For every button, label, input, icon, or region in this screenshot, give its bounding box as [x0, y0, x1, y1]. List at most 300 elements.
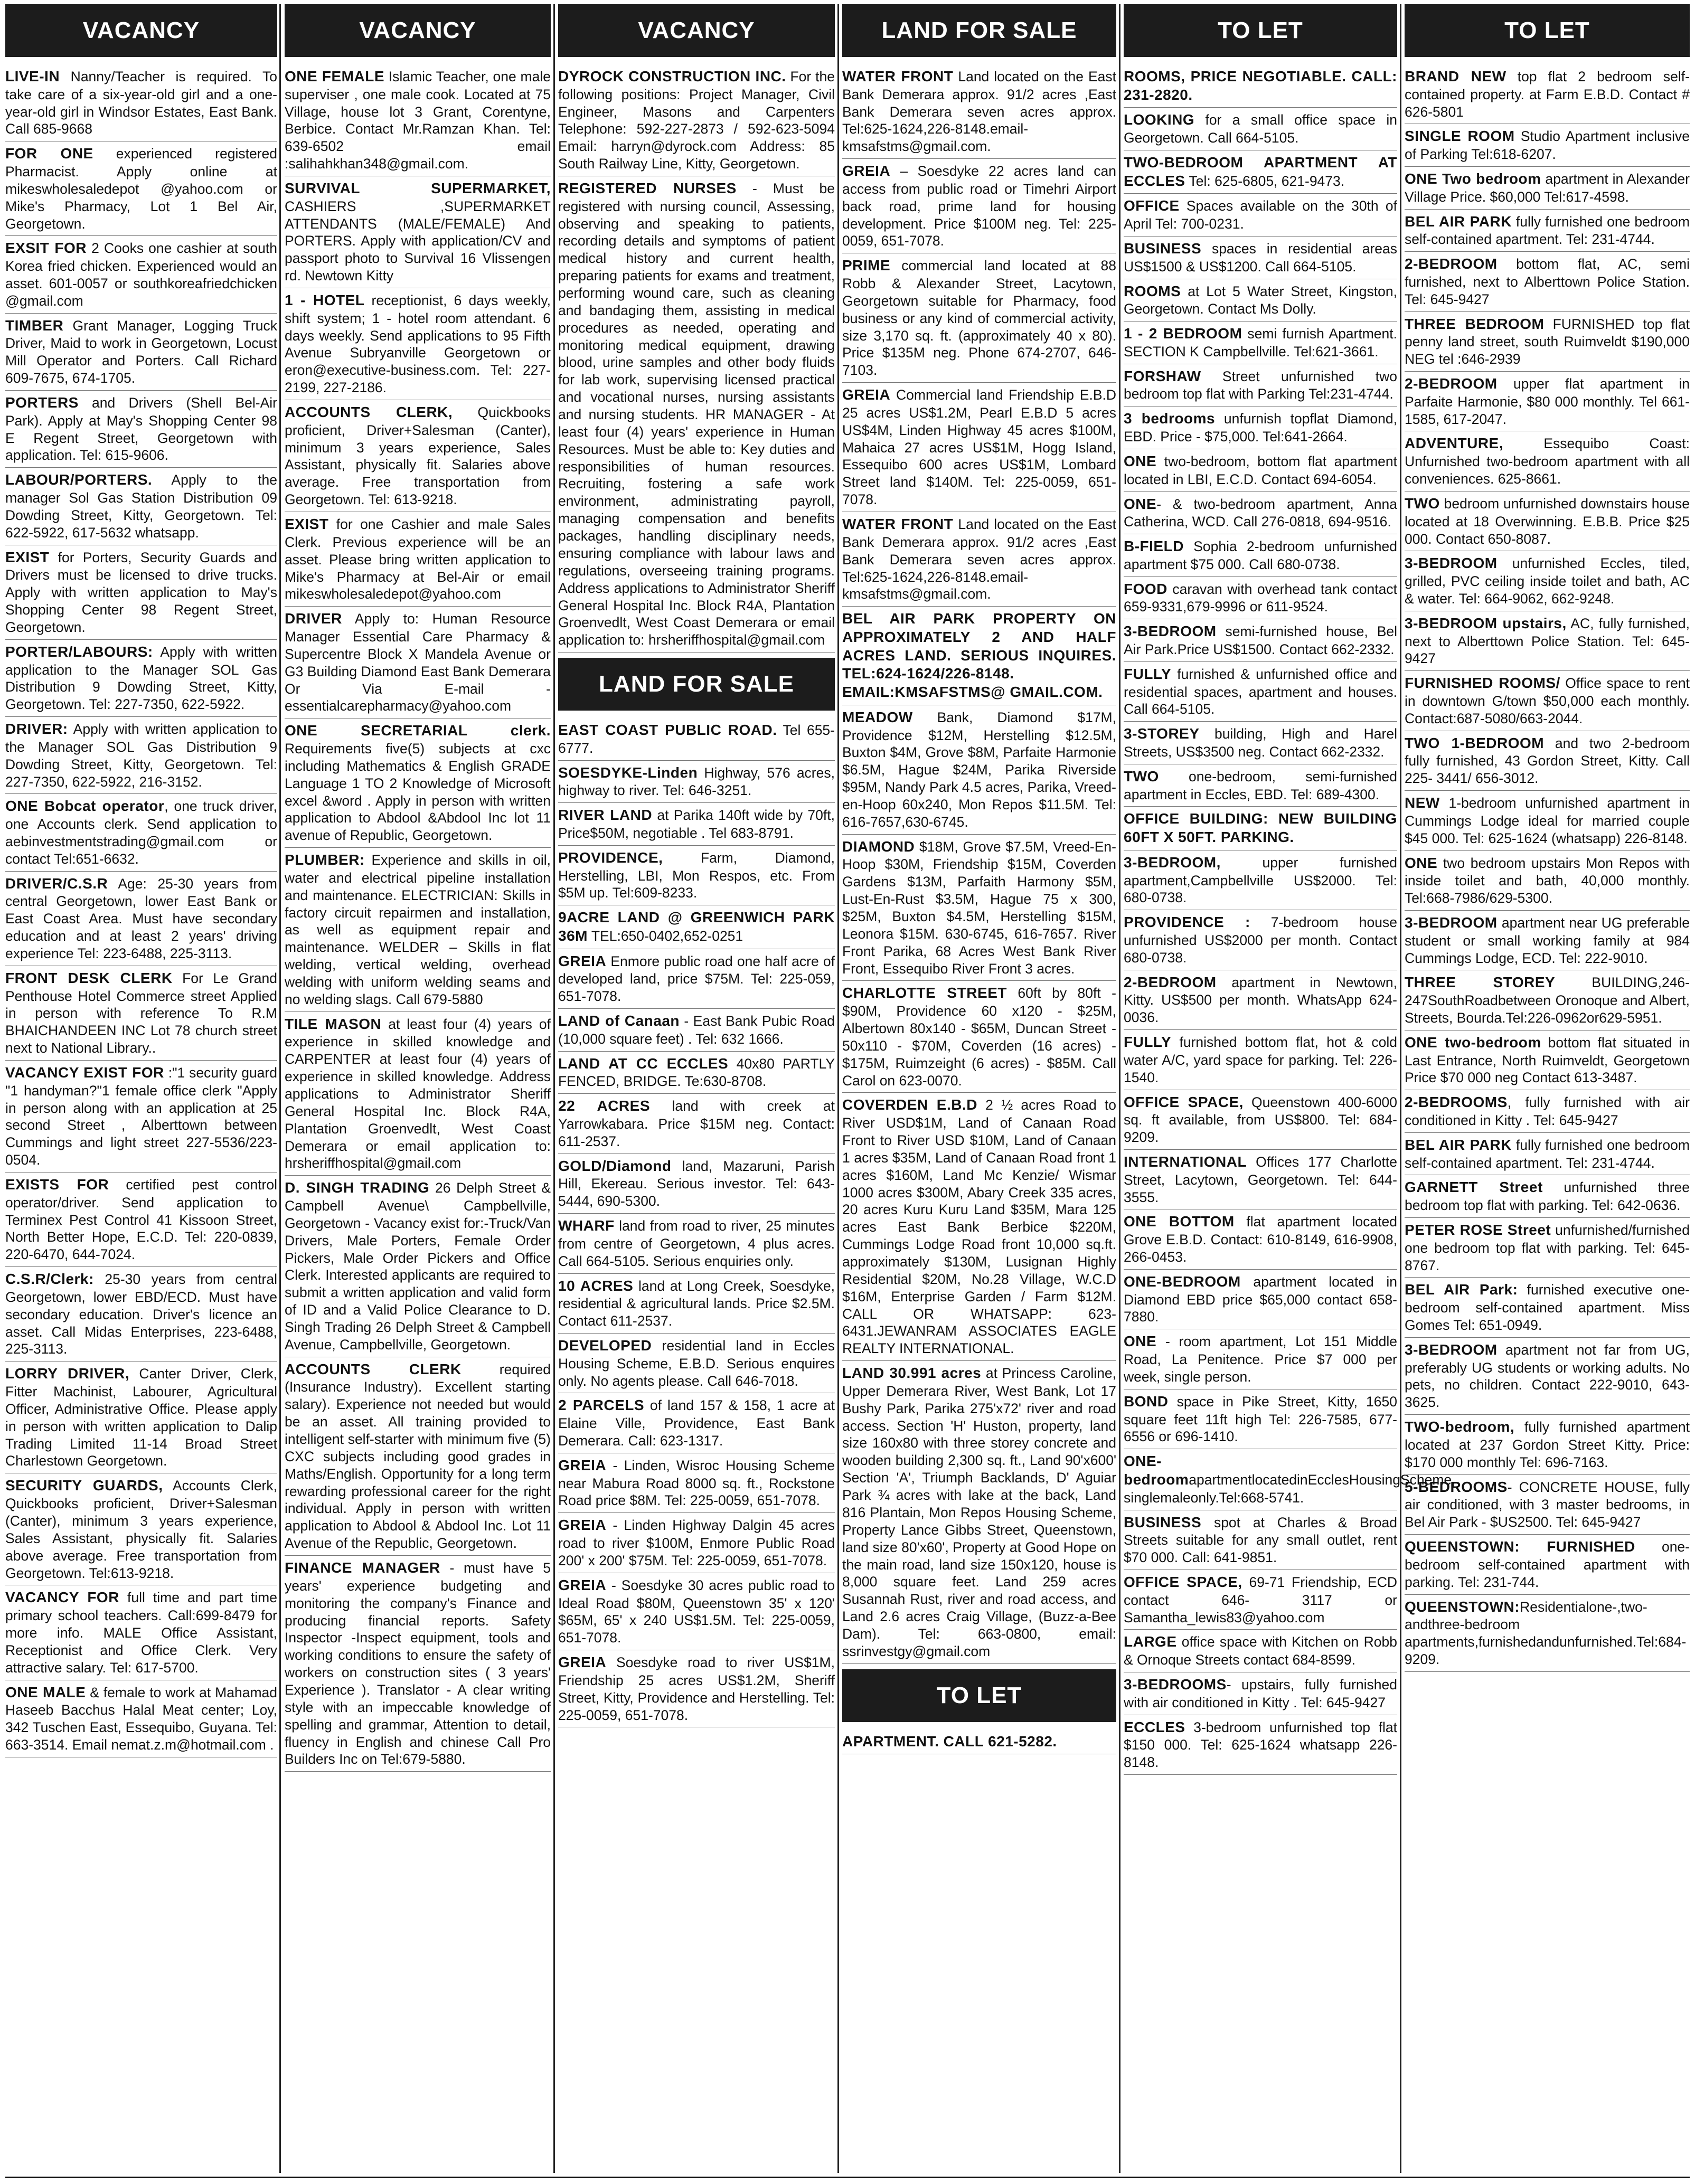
section-heading: TO LET — [1124, 4, 1397, 57]
ad-lead: TIMBER — [5, 317, 64, 334]
classified-ad — [1405, 252, 1690, 311]
classified-ad — [558, 1052, 835, 1094]
ad-lead: NEW — [1405, 795, 1440, 811]
ad-text: Residentialone-,two-andthree-bedroom apartments,furnishedandunfurnished.Tel:684-9209. — [1405, 1599, 1687, 1667]
ad-text: commercial land located at 88 Robb & Alexander Street, Lacytown, Georgetown suitable for Pharmacy, food business or any kind of commercial activity, size 3,170 sq. ft. (approximately 40 x 80). Price $135M neg. Phone 674-2707, 646-7103. — [842, 258, 1116, 379]
ad-text: - upstairs, fully furnished with air conditioned in Kitty . Tel: 645-9427 — [1124, 1676, 1397, 1710]
column-divider — [837, 4, 839, 2173]
ad-text: land at Long Creek, Soesdyke, residential & agricultural lands. Price $2.5M. Contact 611-2537. — [558, 1278, 835, 1329]
ad-lead: FOOD — [1124, 580, 1167, 597]
classified-ad — [5, 468, 277, 545]
classified-ad — [1405, 1278, 1690, 1337]
classified-ad — [1405, 372, 1690, 431]
ad-text: Quickbooks proficient, Driver+Salesman (Canter), minimum 3 years experience, Sales Assistant, physically fit. Salaries above average. Free transportation from Georgetown. Tel: 613-9218. — [285, 404, 551, 508]
ad-list — [842, 1727, 1116, 1755]
ad-text: furnished executive one-bedroom self-contained apartment. Miss Gomes Tel: 651-0949. — [1405, 1282, 1690, 1334]
ad-lead: ONE — [1405, 854, 1438, 871]
ad-lead: COVERDEN E.B.D — [842, 1096, 977, 1113]
ad-text: :"1 security guard "1 handyman?"1 female office clerk "Apply in person along with an application at 25 second Street , Alberttown between Cummings and light street 227-5536/223-0504. — [5, 1065, 277, 1168]
ad-lead: QUEENSTOWN: — [1405, 1598, 1520, 1615]
ad-lead: TILE MASON — [285, 1015, 382, 1032]
ad-text: BUILDING,246-247SouthRoadbetween Oronoque and Albert, Streets, Bourda.Tel:226-0962or629-5951. — [1405, 975, 1690, 1026]
classified-ad — [1405, 431, 1690, 491]
ad-lead: TWO-BEDROOM APARTMENT AT ECCLES — [1124, 154, 1397, 189]
classified-ad — [285, 1357, 551, 1556]
classified-ad — [1124, 764, 1397, 807]
ad-lead: 9ACRE LAND @ GREENWICH PARK 36M — [558, 909, 835, 944]
section-heading: TO LET — [842, 1669, 1116, 1722]
ad-lead: GREIA — [842, 386, 891, 403]
ad-lead: 2-BEDROOMS — [1405, 1094, 1508, 1111]
ad-text: FURNISHED top flat penny land street, south Ruimveldt $190,000 NEG tel :646-2939 — [1405, 316, 1690, 367]
ad-text: , fully furnished with air conditioned in Kitty . Tel: 645-9427 — [1405, 1094, 1690, 1129]
ad-lead: WATER FRONT — [842, 68, 954, 84]
classified-ad — [1405, 1133, 1690, 1176]
classified-ad — [285, 512, 551, 607]
ad-lead: FOR ONE — [5, 145, 93, 162]
classified-ad — [5, 1173, 277, 1267]
ad-text: Tel: 625-6805, 621-9473. — [1185, 173, 1345, 189]
ad-text: Apply with written application to the Manager SOL Gas Distribution 9 Dowding Street, Kitty, Georgetown. Tel: 227-7350, 622-5922, 216-3152. — [5, 721, 277, 790]
classified-ad — [558, 949, 835, 1009]
classified-ad — [842, 253, 1116, 383]
classified-ad — [1124, 910, 1397, 970]
ad-lead: GARNETT Street — [1405, 1179, 1543, 1196]
classified-ad — [1405, 970, 1690, 1030]
ad-lead: ONE FEMALE — [285, 68, 384, 84]
ad-list — [1405, 62, 1690, 1672]
ad-lead: LARGE — [1124, 1633, 1177, 1650]
ad-text: two-bedroom, bottom flat apartment located in LBI, E.C.D. Contact 694-6054. — [1124, 453, 1397, 487]
ad-text: space in Pike Street, Kitty, 1650 square feet 11ft high Tel: 226-7585, 677-6556 or 696-1410. — [1124, 1393, 1397, 1445]
classified-ad — [1124, 322, 1397, 364]
classified-ad — [1124, 850, 1397, 910]
classified-ad — [1124, 1090, 1397, 1150]
classified-ad — [5, 1362, 277, 1473]
classified-ad — [558, 716, 835, 761]
classified-ad — [1405, 167, 1690, 210]
ad-lead: DYROCK CONSTRUCTION INC. — [558, 68, 786, 84]
classified-ad — [842, 1093, 1116, 1361]
ad-lead: D. SINGH TRADING — [285, 1179, 430, 1196]
ad-lead: 2-BEDROOM — [1405, 256, 1498, 272]
ad-text: residential land in Eccles Housing Scheme, E.B.D. Serious enquires only. No agents please. Call 646-7018. — [558, 1338, 835, 1389]
ad-lead: GREIA — [558, 1576, 607, 1593]
classified-ad — [1124, 406, 1397, 449]
classified-ad — [5, 640, 277, 717]
classified-ad — [558, 1650, 835, 1727]
ad-lead: 3-BEDROOM — [1124, 623, 1217, 640]
classified-ad — [5, 872, 277, 966]
ad-text: Land located on the East Bank Demerara approx. 91/2 acres ,East Bank Demerara seven acres approx. Tel:625-1624,226-8148.email-kmsafstms@gmail.com. — [842, 516, 1117, 602]
ad-text: unfurnished Eccles, tiled, grilled, PVC ceiling inside toilet and bath, AC & water. Tel: 664-9062, 662-9248. — [1405, 555, 1690, 607]
ad-text: spaces in residential areas US$1500 & US$1200. Call 664-5105. — [1124, 241, 1397, 275]
column-divider — [1400, 4, 1401, 2173]
ad-text: For Le Grand Penthouse Hotel Commerce street Applied in person with reference To R.M BHAICHANDEEN INC Lot 78 church street next to National Library.. — [5, 970, 277, 1056]
ad-text: Accounts Clerk, Quickbooks proficient, Driver+Salesman (Canter), minimum 3 years experience, Sales Assistant, physically fit. Salaries above average. Free transportation from Georgetown. Tel:613-9218. — [5, 1478, 277, 1581]
classified-ad — [1405, 1595, 1690, 1672]
classified-ad — [1124, 1150, 1397, 1209]
classified-ad — [1124, 1449, 1456, 1510]
ad-lead: ADVENTURE, — [1405, 435, 1504, 452]
ad-lead: PLUMBER: — [285, 852, 365, 868]
ad-lead: FRONT DESK CLERK — [5, 969, 173, 986]
ad-lead: APARTMENT. CALL 621-5282. — [842, 1733, 1057, 1750]
ad-lead: GREIA — [558, 1517, 607, 1534]
classified-ad — [5, 794, 277, 871]
ad-text: - room apartment, Lot 151 Middle Road, La Penitence. Price $7 000 per week, single person. — [1124, 1334, 1397, 1385]
ad-list — [285, 62, 551, 1772]
classified-ad — [1124, 279, 1397, 322]
ad-lead: BEL AIR PARK — [1405, 213, 1512, 230]
classified-ad — [1124, 1630, 1397, 1672]
classified-ad — [1124, 1672, 1397, 1715]
ad-text: caravan with overhead tank contact 659-9331,679-9996 or 611-9524. — [1124, 581, 1397, 615]
ad-text: 3-bedroom unfurnished top flat $150 000. Tel: 625-1624 whatsapp 226-8148. — [1124, 1719, 1397, 1771]
classified-ad — [5, 1680, 277, 1757]
classified-ad — [285, 718, 551, 848]
classified-ad — [5, 1267, 277, 1362]
ad-lead: SECURITY GUARDS, — [5, 1477, 163, 1494]
ad-lead: PROVIDENCE, — [558, 849, 663, 866]
ad-lead: ONE Two bedroom — [1405, 171, 1541, 187]
ad-lead: ONE MALE — [5, 1684, 86, 1700]
ad-text: 2 Cooks one cashier at south Korea fried chicken. Experienced would an asset. 601-0057 or southkoreafriedchicken @gmail.com — [5, 240, 277, 309]
ad-lead: BEL AIR PARK PROPERTY ON APPROXIMATELY 2 AND HALF ACRES LAND. SERIOUS INQUIRES. TEL:624-1624/226-8148. EMAIL:KMSAFSTMS@ GMAIL.COM. — [842, 610, 1116, 701]
classified-ad — [1124, 1329, 1397, 1389]
ad-list — [5, 62, 277, 1757]
classified-ad — [285, 848, 551, 1012]
column-divider — [553, 4, 555, 2173]
classified-ad — [558, 1274, 835, 1334]
classified-ad — [1405, 1338, 1690, 1415]
classified-ad — [1405, 1535, 1690, 1594]
column-1 — [5, 4, 277, 2173]
ad-lead: 3 bedrooms — [1124, 410, 1216, 427]
classified-ad — [1405, 1030, 1690, 1090]
section-heading: VACANCY — [558, 4, 835, 57]
ad-text: Commercial land Friendship E.B.D 25 acres US$1.2M, Pearl E.B.D 5 acres US$4M, Linden Highway 45 acres $100M, Mahaica 27 acres US$1M, Hogg Island, Essequibo 600 acres US$1M, Lombard Street land $140M. Tel: 225-0059, 651-7078. — [842, 387, 1116, 508]
classified-ad — [1405, 312, 1690, 372]
classified-ad — [285, 176, 551, 288]
ad-list — [842, 62, 1116, 1664]
classified-ad — [1405, 551, 1690, 611]
classified-ad — [1124, 1270, 1397, 1329]
classified-ad — [842, 981, 1116, 1093]
ad-text: 69-71 Friendship, ECD contact 646- 3117 or Samantha_lewis83@yahoo.com — [1124, 1574, 1397, 1625]
ad-text: AC, fully furnished, next to Alberttown Police Station. Tel: 645-9427 — [1405, 615, 1690, 667]
classified-ad — [1124, 1715, 1397, 1775]
ad-lead: FURNISHED ROOMS/ — [1405, 675, 1560, 692]
ad-text: flat apartment located Grove E.B.D. Contact: 610-8149, 616-9908, 266-0453. — [1124, 1214, 1397, 1265]
ad-text: fully furnished one bedroom self-contained apartment. Tel: 231-4744. — [1405, 1137, 1690, 1171]
ad-lead: PORTER/LABOURS: — [5, 643, 153, 660]
classified-ad — [285, 400, 551, 512]
ad-lead: VACANCY FOR — [5, 1589, 119, 1606]
classified-page — [5, 4, 1690, 2178]
ad-lead: BRAND NEW — [1405, 68, 1506, 84]
ad-text: required (Insurance Industry). Excellent starting salary). Experience not needed but would be an asset. All training provided to intelligent self-starter with minimum five (5) CXC subjects including good grades in Maths/English. Opportunity for a long term rewarding professional career for the right individual. Apply in person with written application to Abdool & Abdool Inc. Lot 11 Avenue of the Republic, Georgetown. — [285, 1361, 551, 1552]
ad-list — [558, 716, 835, 1727]
ad-lead: SINGLE ROOM — [1405, 128, 1515, 145]
classified-ad — [5, 1585, 277, 1680]
ad-text: Canter Driver, Clerk, Fitter Machinist, Labourer, Agricultural Officer, Administrative Office. Please apply in person with written application to Dalip Trading Limited 11-14 Broad Street Charlestown Georgetown. — [5, 1366, 278, 1469]
ad-text: CASHIERS ,SUPERMARKET ATTENDANTS (MALE/FEMALE) And PORTERS. Apply with application/CV and passport photo to Survival 16 Vlissengen rd. Newtown Kitty — [285, 198, 551, 284]
ad-lead: 10 ACRES — [558, 1277, 634, 1294]
classified-ad — [842, 1361, 1116, 1663]
ad-text: 40x80 PARTLY FENCED, BRIDGE. Te:630-8708. — [558, 1055, 835, 1090]
ad-lead: GREIA — [558, 1654, 607, 1671]
ad-text: apartment located in Diamond EBD price $65,000 contact 658-7880. — [1124, 1273, 1397, 1325]
ad-text: one-bedroom, semi-furnished apartment in Eccles, EBD. Tel: 689-4300. — [1124, 768, 1397, 802]
ad-text: at least four (4) years of experience in skilled knowledge and CARPENTER at least four (4) years of experience in skilled knowledge. Address applications to Administrator Sheriff General Hospital Inc. Block R4A, Plantation Groenvedlt, West Coast Demerara or email application to: hrsheriffhospital@gmail.com — [285, 1016, 551, 1171]
section-heading: LAND FOR SALE — [842, 4, 1116, 57]
classified-ad — [842, 607, 1116, 705]
ad-text: – Soesdyke 22 acres land can access from public road or Timehri Airport back road, prime land for housing development. Price $100M neg. Tel: 225-0059, 651-7078. — [842, 163, 1116, 249]
ad-lead: 22 ACRES — [558, 1098, 650, 1114]
ad-text: - Soesdyke 30 acres public road to Ideal Road $80M, Queenstown 35' x 120' $65M, 65' x 240 US$1.5M. Tel: 225-0059, 651-7078. — [558, 1577, 835, 1646]
ad-text: Islamic Teacher, one male superviser , one male cook. Located at 75 Village, house lot 3 Grant, Corentyne, Berbice. Contact Mr.Ramzan Khan. Tel: 639-6502 email :salihahkhan348@gmail.com. — [285, 69, 551, 172]
classified-ad — [1405, 62, 1690, 124]
ad-text: for one Cashier and male Sales Clerk. Previous experience will be an asset. Please bring written application to Mike's Pharmacy at Bel-Air or email mikeswholesaledepot@yahoo.com — [285, 516, 551, 602]
ad-lead: 2-BEDROOM — [1124, 973, 1217, 990]
ad-text: semi-furnished house, Bel Air Park.Price US$1500. Contact 662-2332. — [1124, 623, 1397, 657]
classified-ad — [558, 1453, 835, 1513]
ad-text: Sophia 2-bedroom unfurnished apartment $75 000. Call 680-0738. — [1124, 538, 1397, 572]
classified-ad — [5, 236, 277, 313]
ad-lead: SURVIVAL SUPERMARKET, — [285, 180, 551, 197]
ad-text: - Linden Highway Dalgin 45 acres road to river $100M, Enmore Public Road 200' x 200' $75M. Tel: 225-0059, 651-7078. — [558, 1517, 835, 1568]
classified-ad — [1405, 791, 1690, 850]
classified-ad — [1405, 491, 1690, 551]
column-6 — [1405, 4, 1690, 2173]
ad-lead: ONE — [1124, 495, 1157, 512]
classified-ad — [1405, 1415, 1690, 1474]
ad-text: - Must be registered with nursing council, Assessing, observing and speaking to patients, recording details and symptoms of patient medical history and current health, preparing patients for exams and treatment, performing wound care, such as cleaning and bandaging them, assisting in medical procedures as needed, operating and monitoring medical equipment, drawing blood, urine samples and other body fluids for lab work, supervising licensed practical and vocational nurses, nursing assistants and nursing students. HR MANAGER - At least four (4) years' experience in Human Resources. Must be able to: Key duties and responsibilities of human resources. Recruiting, fostering a safe work environment, administrating payroll, managing compensation and benefits packages, handling disciplinary needs, ensuring compliance with labour laws and regulations, overseeing training programs. Address applications to Administrator Sheriff General Hospital Inc. Block R4A, Plantation Groenvedlt, West Coast Demerara or email application to: hrsheriffhospital@gmail.com — [558, 181, 835, 648]
ad-text: - must have 5 years' experience budgeting and monitoring the company's Finance and producing financial reports. Safety Inspector -Inspect equipment, tools and working conditions to ensure the safety of workers on construction sites ( 3 years' Experience ). Translator - A clear writing style with an impeccable knowledge of spelling and grammar, Attention to detail, fluency in English and chinese Call Pro Builders Inc on Tel:679-5880. — [285, 1560, 551, 1767]
ad-lead: DRIVER — [285, 610, 342, 627]
ad-text: 60ft by 80ft - $90M, Providence 60 x120 - $25M, Albertown 80x140 - $65M, Duncan Street - 50x110 - $70M, Coverden (16 acres) - $175M, Ruimzeight (6 acres) - $85M. Call Carol on 623-0070. — [842, 985, 1116, 1089]
ad-lead: FULLY — [1124, 665, 1172, 682]
classified-ad — [558, 803, 835, 846]
classified-ad — [1124, 722, 1397, 764]
ad-lead: ROOMS — [1124, 282, 1181, 299]
classified-ad — [842, 835, 1116, 981]
classified-ad — [558, 1393, 835, 1453]
ad-lead: LAND AT CC ECCLES — [558, 1055, 729, 1072]
ad-lead: GOLD/Diamond — [558, 1157, 672, 1174]
classified-ad — [1124, 492, 1397, 535]
ad-text: Highway, 576 acres, highway to river. Tel: 646-3251. — [558, 764, 835, 799]
ad-lead: ONE — [1124, 452, 1157, 469]
classified-ad — [285, 1556, 551, 1772]
ad-text: land, Mazaruni, Parish Hill, Ekereau. Serious investor. Tel: 643-5444, 690-5300. — [558, 1158, 835, 1209]
ad-text: Apply to: Human Resource Manager Essential Care Pharmacy & Supercentre Block X Mandela Avenue or G3 Building Diamond East Bank Demerara Or Via E-mail - essentialcarepharmacy@yahoo.com — [285, 611, 551, 714]
classified-ad — [285, 1176, 551, 1357]
ad-text: Offices 177 Charlotte Street, Lacytown, Georgetown. Tel: 644-3555. — [1124, 1154, 1397, 1205]
classified-ad — [1124, 364, 1397, 407]
ad-text: upper flat apartment in Parfaite Harmonie, $80 000 monthly. Tel 661-1585, 617-2047. — [1405, 376, 1690, 427]
ad-text: upper furnished apartment,Campbellville US$2000. Tel: 680-0738. — [1124, 854, 1397, 906]
ad-text: building, High and Harel Streets, US$3500 neg. Contact 662-2332. — [1124, 726, 1397, 760]
ad-lead: GREIA — [558, 952, 607, 969]
ad-text: TEL:650-0402,652-0251 — [587, 928, 743, 944]
classified-ad — [842, 62, 1116, 159]
ad-lead: 3-BEDROOMS — [1124, 1676, 1227, 1693]
ad-lead: SOESDYKE-Linden — [558, 764, 698, 781]
classified-ad — [558, 62, 835, 176]
ad-lead: EXSIT FOR — [5, 240, 87, 257]
classified-ad — [1124, 662, 1397, 722]
ad-lead: PROVIDENCE : — [1124, 914, 1250, 931]
ad-lead: REGISTERED NURSES — [558, 180, 737, 197]
ad-lead: C.S.R/Clerk: — [5, 1271, 94, 1288]
ad-text: for a small office space in Georgetown. Call 664-5105. — [1124, 112, 1397, 146]
ad-text: - CONCRETE HOUSE, fully air conditioned, with 3 master bedrooms, in Bel Air Park - $US2500. Tel: 645-9427 — [1405, 1479, 1690, 1530]
ad-lead: FORSHAW — [1124, 367, 1201, 384]
ad-text: certified pest control operator/driver. Send application to Terminex Pest Control 41 Kissoon Street, North Better Hope, E.C.D. Tel: 220-0839, 220-6470, 644-7024. — [5, 1177, 277, 1263]
ad-text: apartment not far from UG, preferably UG students or working adults. No pets, no children. Contact 222-9010, 643-3625. — [1405, 1341, 1690, 1411]
classified-ad — [558, 1009, 835, 1052]
ad-text: unfurnished three bedroom top flat with parking. Tel: 642-0636. — [1405, 1179, 1690, 1214]
ad-text: experienced registered Pharmacist. Apply online at mikeswholesaledepot @yahoo.com or Mike's Pharmacy, Lot 1 Bel Air, Georgetown. — [5, 146, 278, 232]
classified-ad — [1124, 807, 1397, 850]
classified-ad — [842, 705, 1116, 835]
ad-text: land with creek at Yarrowkabara. Price $15M neg. Contact: 611-2537. — [558, 1098, 835, 1149]
ad-lead: LAND of Canaan — [558, 1013, 680, 1029]
classified-ad — [5, 391, 277, 468]
classified-ad — [1124, 577, 1397, 620]
classified-ad — [1405, 1218, 1690, 1278]
ad-text: 2 ½ acres Road to River USD$1M, Land of Canaan Road Front to River USD $10M, Land of Canaan 1 acres $35M, Land of Canaan Road front 1 acres $160M, Land Mc Kenzie/ Wismar 1000 acres $300M, Abary Creek 335 acres, 20 acres Kuru Kuru Land $35M, Mara 125 acres East Bank Berbice $220M, Cummings Lodge Road front 10,000 sq.ft. approximately $130M, Lusignan Highly Residential $20M, No.28 Village, W.C.D $16M, Enterprise Garden / Farm $12M. CALL OR WHATSAPP: 623-6431.JEWANRAM ASSOCIATES EAGLE REALTY INTERNATIONAL. — [842, 1097, 1116, 1357]
ad-text: , one truck driver, one Accounts clerk. Send application to aebinvestmentstrading@gmail.com or contact Tel:651-6632. — [5, 798, 277, 867]
classified-ad — [1124, 970, 1397, 1030]
classified-ad — [1124, 237, 1397, 279]
ad-text: receptionist, 6 days weekly, shift system; 1 - hotel room attendant. 6 days weekly. Send applications to 95 Fifth Avenue Subryanville Georgetown or eron@executive-business.com. Tel: 227-2199, 227-2186. — [285, 292, 551, 396]
ad-lead: ROOMS, PRICE NEGOTIABLE. CALL: 231-2820. — [1124, 68, 1397, 103]
ad-lead: 1 - HOTEL — [285, 292, 365, 309]
ad-lead: PORTERS — [5, 394, 79, 411]
classified-ad — [1405, 124, 1690, 167]
ad-lead: VACANCY EXIST FOR — [5, 1064, 164, 1081]
classified-ad — [1405, 851, 1690, 911]
ad-text: Essequibo Coast: Unfurnished two-bedroom apartment with all conveniences. 625-8661. — [1405, 436, 1690, 487]
classified-ad — [5, 141, 277, 236]
ad-text: Street unfurnished two bedroom top flat with Parking Tel:231-4744. — [1124, 368, 1397, 402]
ad-text: office space with Kitchen on Robb & Ornoque Streets contact 684-8599. — [1124, 1634, 1397, 1668]
ad-text: bedroom unfurnished downstairs house located at 18 Overwinning. E.B.B. Price $25 000. Contact 650-8087. — [1405, 495, 1690, 547]
ad-text: 1-bedroom unfurnished apartment in Cummings Lodge ideal for married couple $45 000. Tel: 625-1624 (whatsapp) 226-8148. — [1405, 795, 1690, 846]
classified-ad — [1405, 671, 1690, 731]
classified-ad — [558, 1513, 835, 1573]
ad-lead: INTERNATIONAL — [1124, 1154, 1247, 1170]
classified-ad — [285, 62, 551, 176]
ad-text: apartment near UG preferable student or small working family at 984 Cummings Lodge, ECD. Tel: 222-9010. — [1405, 914, 1690, 966]
ad-list — [558, 62, 835, 653]
ad-text: Office space to rent in downtown G/town $50,000 each monthly. Contact:687-5080/663-2044. — [1405, 675, 1690, 726]
classified-ad — [1405, 731, 1690, 791]
ad-text: 25-30 years from central Georgetown, lower EBD/ECD. Must have secondary education. Driver's licence an asset. Call Midas Enterprises, 223-6488, 225-3113. — [5, 1271, 277, 1357]
classified-ad — [5, 545, 277, 640]
classified-ad — [1124, 194, 1397, 237]
ad-lead: ONE two-bedroom — [1405, 1034, 1541, 1051]
ad-lead: TWO — [1405, 495, 1440, 512]
ad-lead: 2-BEDROOM — [1405, 375, 1498, 392]
classified-ad — [1124, 108, 1397, 150]
classified-ad — [5, 717, 277, 794]
ad-lead: LOOKING — [1124, 111, 1195, 128]
ad-text: Queenstown 400-6000 sq. ft available, from US$800. Tel: 684-9209. — [1124, 1094, 1397, 1146]
ad-lead: ACCOUNTS CLERK, — [285, 404, 453, 421]
ad-lead: TWO-bedroom, — [1405, 1419, 1515, 1435]
classified-ad — [5, 314, 277, 391]
ad-lead: B-FIELD — [1124, 538, 1184, 555]
classified-ad — [1124, 150, 1397, 194]
classified-ad — [558, 176, 835, 653]
ad-text: unfurnished/furnished one bedroom top flat with parking. Tel: 645-8767. — [1405, 1222, 1690, 1273]
classified-ad — [1124, 62, 1397, 108]
ad-text: Farm, Diamond, Herstelling, LBI, Mon Respos, etc. From $5M up. Tel:609-8233. — [558, 849, 835, 901]
section-heading: VACANCY — [285, 4, 551, 57]
ad-text: at Princess Caroline, Upper Demerara River, West Bank, Lot 17 Bushy Park, Parika 275'x72' river and road access. Section 'H' Huston, property, land size 160x80 with three storey concrete and wooden building 2,300 sq. ft., Land 90'x600' Section 'A', Triumph Backlands, D' Aguiar Park ¾ acres with lake at the back, Land 816 Plantain, Mon Repos Housing Scheme, Property Lance Gibbs Street, Queenstown, land size 80'x60', Property at Good Hope on the main road, land size 150x120, house is 8,000 square feet. Land 259 acres Susannah Rust, river and road access, and Land 2.6 acres Craig Village, (Buzz-a-Bee Dam). Tel: 663-0800, email: ssrinvestgy@gmail.com — [842, 1365, 1116, 1659]
classified-ad — [558, 1094, 835, 1154]
ad-lead: BEL AIR Park: — [1405, 1281, 1518, 1298]
classified-ad — [5, 1061, 277, 1173]
ad-lead: ONE SECRETARIAL clerk. — [285, 722, 551, 739]
ad-text: Requirements five(5) subjects at cxc including Mathematics & English GRADE Language 1 TO 2 Knowledge of Microsoft excel &word . Apply in person with written application to Abdool &Abdool Inc lot 11 avenue of Republic, Georgetown. — [285, 740, 551, 844]
classified-ad — [285, 288, 551, 400]
ad-lead: LABOUR/PORTERS. — [5, 471, 153, 488]
section-heading: VACANCY — [5, 4, 277, 57]
ad-lead: THREE BEDROOM — [1405, 315, 1545, 332]
ad-lead: ONE Bobcat operator — [5, 798, 165, 815]
ad-lead: 3-STOREY — [1124, 725, 1200, 742]
classified-ad — [842, 512, 1116, 607]
ad-lead: DRIVER/C.S.R — [5, 875, 108, 892]
ad-lead: 3-BEDROOM, — [1124, 854, 1221, 871]
ad-text: apartment in Newtown, Kitty. US$500 per month. WhatsApp 624-0036. — [1124, 974, 1397, 1026]
ad-lead: OFFICE BUILDING: NEW BUILDING 60FT X 50FT. PARKING. — [1124, 810, 1397, 846]
ad-text: and two 2-bedroom fully furnished, 43 Gordon Street, Kitty. Call 225- 3441/ 656-3012. — [1405, 735, 1690, 787]
ad-text: Bank, Diamond $17M, Providence $12M, Herstelling $12.5M, Buxton $4M, Grove $8M, Parfaite Harmonie $6.5M, Hague $24M, Parika Riverside $95M, Nandy Park 4.5 acres, Parika, Vreed-en-Hoop 60x240, Mon Repos $11.5M. Tel: 616-7657,630-6745. — [842, 709, 1116, 830]
ad-text: two bedroom upstairs Mon Repos with inside toilet and bath, 40,000 monthly. Tel:668-7986/629-5300. — [1405, 855, 1690, 906]
ad-lead: WATER FRONT — [842, 516, 954, 533]
ad-lead: FULLY — [1124, 1034, 1172, 1051]
classified-ad — [285, 1012, 551, 1176]
ad-text: Grant Manager, Logging Truck Driver, Maid to work in Georgetown, Locust Mill Operator and Porters. Call Richard 609-7675, 674-1705. — [5, 317, 277, 386]
ad-lead: BUSINESS — [1124, 1514, 1202, 1530]
ad-text: spot at Charles & Broad Streets suitable for any small outlet, rent $70 000. Call: 641-9851. — [1124, 1514, 1397, 1566]
ad-lead: LIVE-IN — [5, 68, 60, 84]
classified-ad — [5, 1473, 277, 1585]
classified-ad — [558, 1214, 835, 1273]
ad-text: top flat 2 bedroom self-contained property. at Farm E.B.D. Contact # 626-5801 — [1405, 69, 1690, 120]
ad-lead: THREE STOREY — [1405, 974, 1556, 991]
classified-ad — [1405, 1175, 1690, 1218]
ad-lead: LORRY DRIVER, — [5, 1365, 130, 1382]
ad-text: Soesdyke road to river US$1M, Friendship 25 acres US$1.2M, Sheriff Street, Kitty, Providence and Herstelling. Tel: 225-0059, 651-7078. — [558, 1654, 835, 1723]
classified-ad — [1124, 1389, 1397, 1449]
ad-text: Tel 655-6777. — [558, 722, 835, 756]
ad-text: land from road to river, 25 minutes from centre of Georgetown, 4 plus acres. Call 664-5105. Serious enquiries only. — [558, 1218, 835, 1269]
ad-text: - & two-bedroom apartment, Anna Catherina, WCD. Call 276-0818, 694-9516. — [1124, 496, 1397, 530]
column-divider — [1119, 4, 1120, 2173]
ad-lead: CHARLOTTE STREET — [842, 985, 1007, 1001]
ad-lead: PRIME — [842, 257, 891, 274]
classified-ad — [558, 761, 835, 803]
ad-lead: 5-BEDROOMS — [1405, 1478, 1508, 1495]
ad-lead: EXIST — [5, 549, 50, 565]
